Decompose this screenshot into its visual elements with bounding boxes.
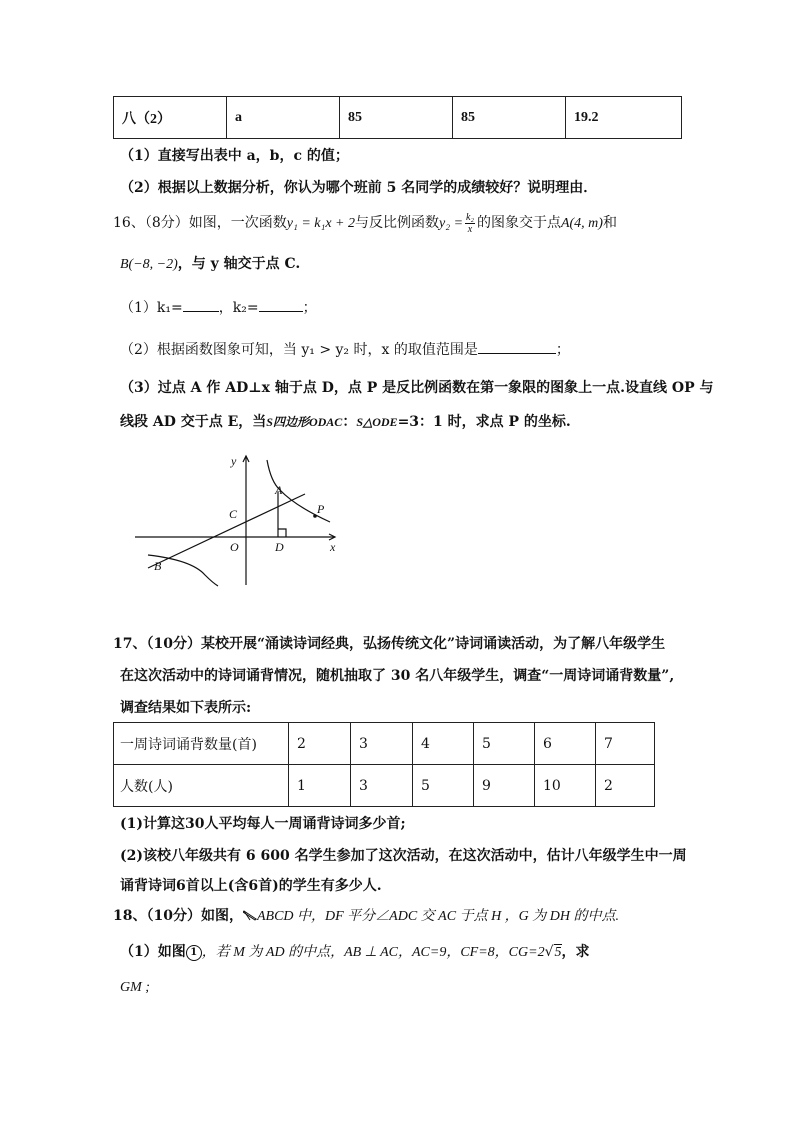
label-p: P: [317, 502, 325, 516]
q17-part1: (1)计算这30人平均每人一周诵背诗词多少首;: [120, 816, 406, 832]
table-row: [114, 723, 655, 765]
table-cell: 5: [413, 765, 474, 807]
q16-text: 16、（8分）如图，一次函数: [113, 215, 287, 231]
q15-part1: （1）直接写出表中 a，b，c 的值；: [120, 148, 349, 164]
q16-text: 线段 AD 交于点 E，当: [120, 414, 267, 430]
table-header-cell: 2: [289, 723, 351, 765]
table-row: [114, 765, 655, 807]
q16-text: （2）根据函数图象可知，当 y₁ > y₂ 时，x 的取值范围是: [120, 342, 478, 358]
right-angle-mark: [278, 529, 286, 537]
label-c: C: [229, 507, 238, 521]
point-a: A(4, m): [560, 216, 603, 231]
function-graph: [130, 450, 360, 590]
label-x: x: [330, 540, 336, 554]
parallelogram-icon: [243, 909, 257, 921]
table-cell: 1: [289, 765, 351, 807]
table-cell: 人数(人): [114, 765, 289, 807]
q16-text: =3：1 时，求点 P 的坐标.: [397, 414, 571, 430]
label-y: y: [231, 454, 237, 468]
q16-intro: [113, 210, 617, 237]
q18-text: ，若 M 为 AD 的中点，AB ⊥ AC，AC=9，CF=8，CG=2: [201, 945, 545, 960]
q15-part2: （2）根据以上数据分析，你认为哪个班前 5 名同学的成绩较好？说明理由．: [120, 180, 598, 196]
table-row: [114, 97, 682, 139]
point-b: B(−8, −2): [120, 257, 178, 272]
q18-text: ABCD 中，DF 平分∠ADC 交 AC 于点 H ，G 为 DH 的中点.: [256, 909, 620, 924]
label-d: D: [275, 540, 284, 554]
survey-table: [113, 722, 655, 807]
table-header-cell: 3: [351, 723, 413, 765]
area-triangle: S△ODE: [356, 415, 398, 429]
q18-text: 18、（10分）如图，: [113, 908, 243, 924]
answer-blank[interactable]: [259, 297, 303, 312]
sqrt-symbol: √: [544, 944, 554, 960]
q18-part1-line2: GM ;: [120, 980, 150, 995]
q17-part2-line1: (2)该校八年级共有 6 600 名学生参加了这次活动，在这次活动中，估计八年级学生中一周: [120, 848, 687, 864]
table-header-cell: 7: [596, 723, 655, 765]
q17-line1: 17、（10分）某校开展“涌读诗词经典，弘扬传统文化”诗词诵读活动，为了解八年级学生: [113, 636, 666, 652]
table-cell: 19.2: [566, 97, 682, 139]
linear-equation: y₁ = k₁x + 2: [286, 216, 356, 231]
label-a: A: [275, 483, 283, 497]
answer-blank[interactable]: [183, 297, 219, 312]
q16-text: 与反比例函数: [355, 215, 440, 231]
linear-function-line: [148, 494, 305, 568]
table-cell: 85: [340, 97, 453, 139]
q16-text: ；: [555, 342, 570, 358]
table-cell: 八（2）: [114, 97, 227, 139]
q18-text: ，求: [561, 944, 590, 960]
table-cell: 3: [351, 765, 413, 807]
q17-line2: 在这次活动中的诗词诵背情况，随机抽取了 30 名八年级学生，调查“一周诗词诵背数量”,: [120, 668, 675, 684]
table-header-cell: 一周诗词诵背数量(首): [114, 723, 289, 765]
q16-text: ：: [342, 414, 357, 430]
sqrt-radicand: 5: [554, 945, 562, 960]
q18-line1: [113, 906, 619, 927]
table-cell: 85: [453, 97, 566, 139]
table-header-cell: 4: [413, 723, 474, 765]
q16-text: ，k₂=: [218, 300, 259, 316]
table-header-cell: 5: [474, 723, 535, 765]
area-quadrilateral: S四边形ODAC: [266, 415, 343, 429]
label-b: B: [154, 559, 162, 573]
q16-part3-line1: （3）过点 A 作 AD⊥x 轴于点 D，点 P 是反比例函数在第一象限的图象上一点.设直线 OP 与: [120, 380, 714, 396]
q16-part3-line2: [120, 412, 571, 432]
q16-intro-line2: [120, 254, 300, 275]
q16-part2: [120, 339, 570, 360]
q16-text: （1）k₁=: [120, 300, 183, 316]
q16-text: ；: [302, 300, 317, 316]
table-cell: 2: [596, 765, 655, 807]
q18-text: （1）如图: [120, 944, 186, 960]
table-header-cell: 6: [535, 723, 596, 765]
fraction-numerator: k₂: [466, 211, 474, 223]
label-o: O: [230, 540, 239, 554]
answer-blank[interactable]: [478, 339, 556, 354]
q16-part1: [120, 297, 317, 318]
q17-line3: 调查结果如下表所示:: [120, 700, 252, 716]
q16-text: 和: [602, 215, 617, 231]
table-cell: 9: [474, 765, 535, 807]
q18-part1: [120, 942, 590, 963]
table-cell: 10: [535, 765, 596, 807]
fraction-denominator: x: [467, 223, 473, 235]
q17-part2-line2: 诵背诗词6首以上(含6首)的学生有多少人.: [120, 878, 382, 894]
q16-text: 的图象交于点: [476, 215, 561, 231]
inverse-equation-lhs: y₂ =: [439, 216, 464, 231]
figure-number-circle: 1: [186, 945, 202, 961]
table-cell: a: [227, 97, 340, 139]
fraction: [465, 212, 475, 235]
q16-text: ，与 y 轴交于点 C.: [177, 256, 301, 272]
score-table: [113, 96, 682, 139]
